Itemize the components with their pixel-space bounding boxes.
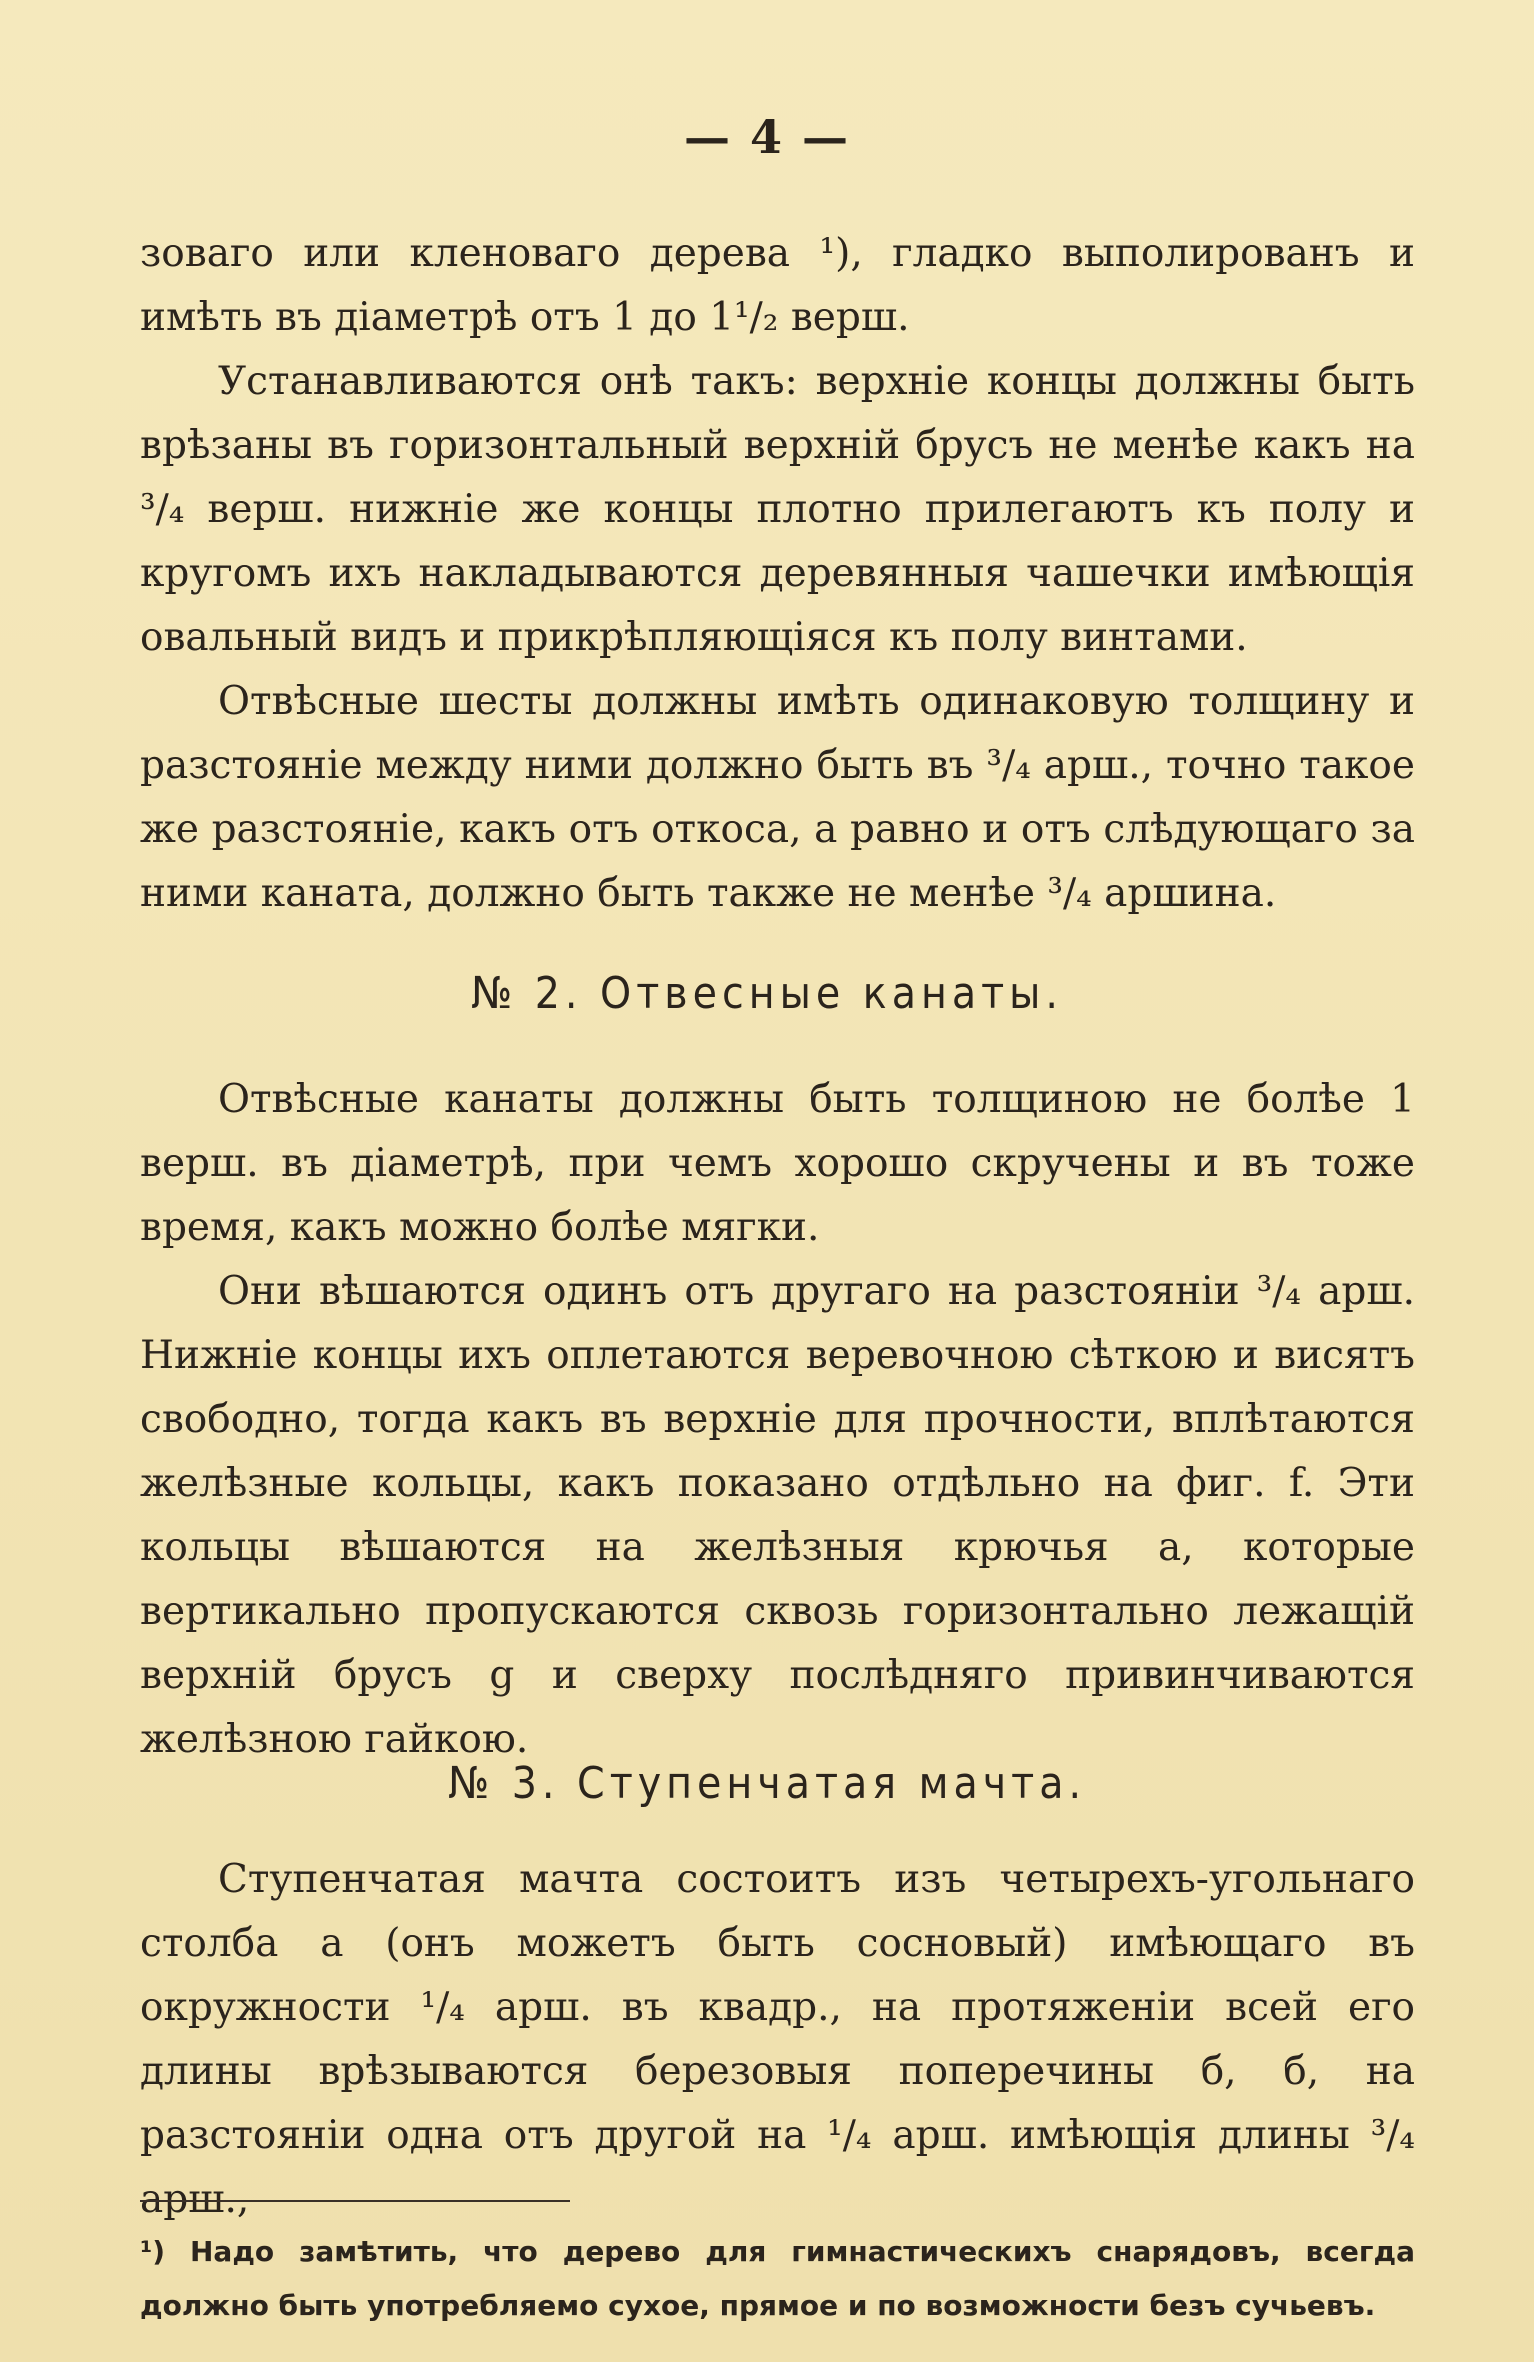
paragraph: Отвѣсные шесты должны имѣть одинаковую толщину и разстояніе между ними должно быть въ ³/₄ арш., точно такое же разстояніе, какъ отъ откоса, а равно и отъ слѣдующаго за ними каната, должно быть также не менѣе ³/₄ аршина. <box>140 679 1415 916</box>
footnote: ¹) Надо замѣтить, что дерево для гимнастическихъ снарядовъ, всегда должно быть употребляемо сухое, прямое и по возможности безъ сучьевъ. <box>140 2235 1415 2322</box>
section3-text <box>140 1848 1415 2232</box>
paragraph: Ступенчатая мачта состоитъ изъ четырехъ-угольнаго столба а (онъ можетъ быть сосновый) имѣющаго въ окружности ¹/₄ арш. въ квадр., на протяженіи всей его длины врѣзываются березовыя поперечины б, б, на разстояніи одна отъ другой на ¹/₄ арш. имѣющія длины ³/₄ арш., <box>140 1857 1415 2222</box>
section2-text <box>140 1068 1415 1772</box>
page-number: — 4 — <box>683 110 851 164</box>
paragraph: Отвѣсные канаты должны быть толщиною не болѣе 1 верш. въ діаметрѣ, при чемъ хорошо скручены и въ тоже время, какъ можно болѣе мягки. <box>140 1077 1415 1250</box>
section-heading-3: № 3. Ступенчатая мачта. <box>447 1758 1087 1809</box>
paragraph: зоваго или кленоваго дерева ¹), гладко выполированъ и имѣть въ діаметрѣ отъ 1 до 1¹/₂ верш. <box>140 231 1415 340</box>
footnote-divider <box>140 2200 570 2202</box>
paragraph: Устанавливаются онѣ такъ: верхніе концы должны быть врѣзаны въ горизонтальный верхній брусъ не менѣе какъ на ³/₄ верш. нижніе же концы плотно прилегаютъ къ полу и кругомъ ихъ накладываются деревянныя чашечки имѣющія овальный видъ и прикрѣпляющіяся къ полу винтами. <box>140 359 1415 660</box>
section1-text <box>140 222 1415 926</box>
section-heading-2: № 2. Отвесные канаты. <box>470 968 1063 1019</box>
paragraph: Они вѣшаются одинъ отъ другаго на разстояніи ³/₄ арш. Нижніе концы ихъ оплетаются веревочною сѣткою и висятъ свободно, тогда какъ въ верхніе для прочности, вплѣтаются желѣзные кольцы, какъ показано отдѣльно на фиг. f. Эти кольцы вѣшаются на желѣзныя крючья а, которые вертикально пропускаются сквозь горизонтально лежащій верхній брусъ g и сверху послѣдняго привинчиваются желѣзною гайкою. <box>140 1269 1415 1762</box>
